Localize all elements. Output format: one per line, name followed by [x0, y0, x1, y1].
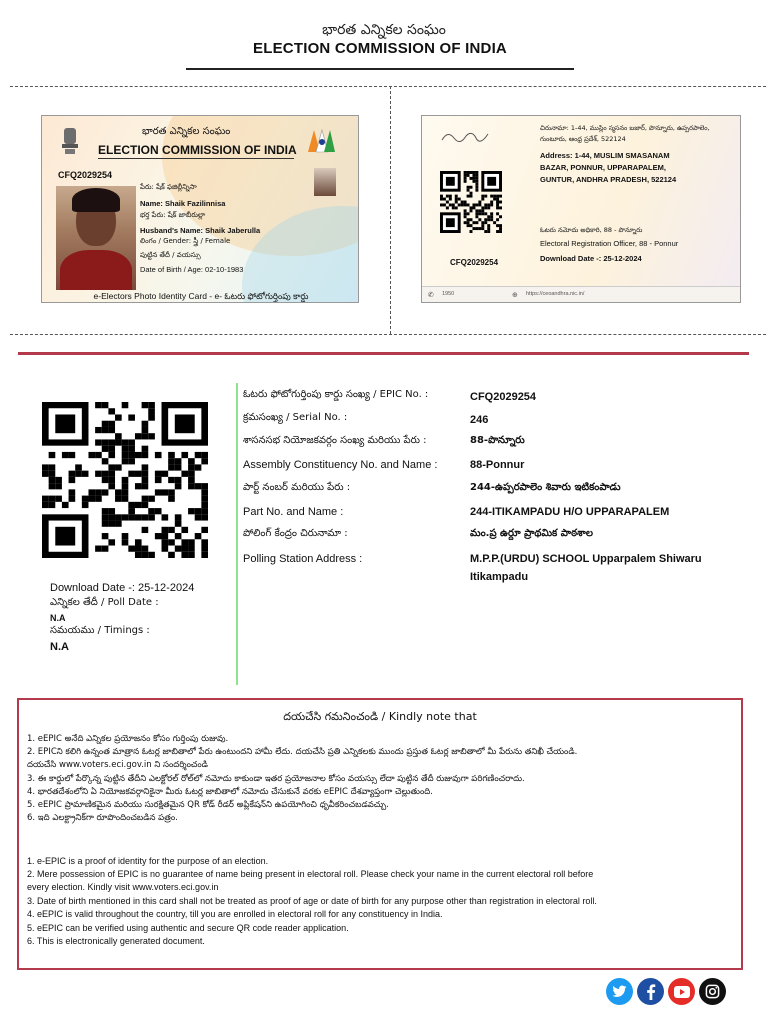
- epic-card-front: [41, 115, 359, 303]
- eci-logo-icon: [304, 126, 336, 156]
- officer-signature-icon: [440, 126, 490, 148]
- card-epic-number: CFQ2029254: [58, 170, 113, 180]
- card-org-name: ELECTION COMMISSION OF INDIA: [98, 143, 297, 157]
- twitter-icon: [612, 985, 627, 998]
- cut-line-middle: [390, 86, 391, 334]
- poll-date-label: ఎన్నికల తేదీ / Poll Date :: [50, 597, 159, 608]
- epic-label: ఓటరు ఫోటోగుర్తింపు కార్డు సంఖ్య / EPIC No. :: [243, 389, 429, 400]
- note-en-1: 1. e-EPIC is a proof of identity for the purpose of an election.: [27, 856, 269, 866]
- instagram-icon: [705, 984, 720, 999]
- note-te-5: 5. eEPIC ప్రామాణికమైన మరియు సురక్షితమైన QR కోడ్ రీడర్ అప్లికేషన్‌ని ఉపయోగించి ధృవీకరించబడవచ్చు.: [27, 800, 389, 810]
- phone-icon: ✆: [428, 292, 434, 299]
- epic-value: CFQ2029254: [470, 391, 537, 403]
- polling-station-value-line-2: Itikampadu: [470, 571, 529, 583]
- card-back-epic-number: CFQ2029254: [450, 258, 499, 267]
- card-org-telugu: భారత ఎన్నికల సంఘం: [142, 126, 231, 137]
- notes-title: దయచేసి గమనించండి / Kindly note that: [283, 710, 477, 723]
- note-en-3: 3. Date of birth mentioned in this card shall not be treated as proof of age or date of birth for any purpose other than registration in electoral roll.: [27, 896, 597, 906]
- card-qr-code: [440, 171, 502, 233]
- card-download-date: Download Date -: 25-12-2024: [540, 254, 642, 263]
- header-title-telugu: భారత ఎన్నికల సంఘం: [322, 22, 446, 38]
- card-dob-telugu: పుట్టిన తేదీ / వయస్సు: [140, 251, 201, 259]
- facebook-icon: [646, 984, 656, 1000]
- polling-station-label-telugu: పోలింగ్ కేంద్రం చిరునామా :: [243, 528, 348, 539]
- note-te-3: 3. ఈ కార్డులో పేర్కొన్న పుట్టిన తేదీని ఎలక్టోరల్ రోల్‌లో నమోదు కాకుండా ఇతర ప్రయోజనాల కోసం వయస్సు లేదా పుట్టిన తేదీ రుజువుగా పరిగణించరాదు.: [27, 774, 525, 784]
- download-date: Download Date -: 25-12-2024: [50, 582, 195, 594]
- note-en-4: 4. eEPIC is valid throughout the country, till you are enrolled in electoral roll for any constituency in India.: [27, 909, 443, 919]
- helpline-number: 1950: [442, 291, 455, 297]
- card-name-telugu: పేరు: షేక్ ఫజిల్లీన్నిసా: [140, 183, 197, 191]
- card-contact-bar: [422, 286, 741, 303]
- facebook-button[interactable]: [637, 978, 664, 1005]
- part-value: 244-ITIKAMPADU H/O UPPARAPALEM: [470, 506, 670, 518]
- note-en-2b: every election. Kindly visit www.voters.eci.gov.in: [27, 882, 219, 892]
- note-te-2b: దయచేసి www.voters.eci.gov.in ని సందర్శించండి: [27, 760, 208, 770]
- voter-photo-small: [314, 168, 336, 196]
- voter-photo: [56, 186, 136, 290]
- assembly-label: Assembly Constituency No. and Name :: [243, 459, 438, 471]
- instagram-button[interactable]: [699, 978, 726, 1005]
- cut-line-bottom: [10, 334, 766, 335]
- polling-station-value-telugu: మం.ప్ర ఉర్దూ ప్రాథమిక పాఠశాల: [470, 528, 593, 539]
- note-en-5: 5. eEPIC can be verified using authentic and secure QR code reader application.: [27, 923, 349, 933]
- card-ero: Electoral Registration Officer, 88 - Ponnur: [540, 239, 679, 248]
- details-separator: [236, 383, 238, 685]
- serial-label: క్రమసంఖ్య / Serial No. :: [243, 412, 348, 423]
- poll-date-value: N.A: [50, 613, 66, 623]
- note-en-6: 6. This is electronically generated document.: [27, 936, 205, 946]
- serial-value: 246: [470, 414, 489, 426]
- assembly-value-telugu: 88-పొన్నూరు: [470, 435, 525, 446]
- timings-value: N.A: [50, 641, 69, 653]
- note-te-6: 6. ఇది ఎలక్ట్రానిక్‌గా రూపొందించబడిన పత్రం.: [27, 813, 178, 823]
- note-te-2: 2. EPICని కలిగి ఉన్నంత మాత్రాన ఓటర్ల జాబితాలో పేరు ఉంటుందని హామీ లేదు. దయచేసి ప్రతి ఎన్నికలకు ముందు ప్రస్తుత ఓటర్ల జాబితాలో మీ పేరును తనిఖీ చేయండి.: [27, 747, 578, 757]
- card-husband-name: Husband's Name: Shaik Jaberulla: [140, 226, 261, 235]
- national-emblem-icon: [60, 126, 80, 156]
- twitter-button[interactable]: [606, 978, 633, 1005]
- details-qr-code: [42, 402, 208, 558]
- card-address-telugu: చిరునామా: 1-44, ముస్లిం స్మసనం బజార్, పొన్నూరు, ఉప్పరపాలెం, గుంటూరు, ఆంధ్ర ప్రదేశ్, 522124: [540, 124, 710, 143]
- photo-hair: [72, 188, 120, 212]
- card-ero-telugu: ఓటరు నమోదు అధికారి, 88 - పొన్నూరు: [540, 226, 643, 234]
- part-label: Part No. and Name :: [243, 506, 344, 518]
- header-title: ELECTION COMMISSION OF INDIA: [253, 40, 507, 57]
- note-te-1: 1. eEPIC అనేది ఎన్నికల ప్రయోజనం కోసం గుర్తింపు రుజువు.: [27, 734, 229, 744]
- card-husband-telugu: భర్త పేరు: షేక్ జాబీరుల్లా: [140, 211, 206, 219]
- note-en-2: 2. Mere possession of EPIC is no guarantee of name being present in electoral roll. Please check your name in the current electoral roll before: [27, 869, 594, 879]
- timings-label: సమయము / Timings :: [50, 625, 150, 636]
- part-value-telugu: 244-ఉప్పరపాలెం శివారు ఇటికంపాడు: [470, 482, 621, 493]
- part-label-telugu: పార్ట్ నంబర్ మరియు పేరు :: [243, 482, 351, 493]
- header-underline: [186, 68, 574, 70]
- note-te-4: 4. భారతదేశంలోని ఏ నియోజకవర్గానికైనా మీరు ఓటర్ల జాబితాలో నమోదు చేసుకునే వరకు eEPIC దేశవ్యాప్తంగా చెల్లుతుంది.: [27, 787, 433, 797]
- card-name: Name: Shaik Fazilinnisa: [140, 199, 226, 208]
- card-footer: e-Electors Photo Identity Card - e- ఓటరు ఫోటోగుర్తింపు కార్డు: [93, 291, 309, 301]
- card-address-line-2: BAZAR, PONNUR, UPPARAPALEM,: [540, 163, 666, 172]
- assembly-label-telugu: శాసనసభ నియోజకవర్గం సంఖ్య మరియు పేరు :: [243, 435, 427, 446]
- polling-station-value: M.P.P.(URDU) SCHOOL Upparpalem Shiwaru: [470, 553, 702, 565]
- card-org-underline: [98, 158, 294, 159]
- notes-box: [17, 698, 743, 970]
- website-link[interactable]: https://ceoandhra.nic.in/: [526, 291, 585, 297]
- photo-body: [60, 250, 132, 290]
- epic-card-back: [421, 115, 741, 303]
- card-dob: Date of Birth / Age: 02-10-1983: [140, 265, 244, 274]
- polling-station-label: Polling Station Address :: [243, 553, 363, 565]
- youtube-button[interactable]: [668, 978, 695, 1005]
- globe-icon: ⊕: [512, 292, 518, 299]
- assembly-value: 88-Ponnur: [470, 459, 525, 471]
- cut-line-top: [10, 86, 766, 87]
- section-divider: [18, 352, 749, 355]
- card-address-line-3: GUNTUR, ANDHRA PRADESH, 522124: [540, 175, 677, 184]
- youtube-icon: [674, 986, 690, 998]
- card-address-line-1: Address: 1-44, MUSLIM SMASANAM: [540, 151, 670, 160]
- card-gender: లింగం / Gender: స్త్రీ / Female: [140, 237, 231, 245]
